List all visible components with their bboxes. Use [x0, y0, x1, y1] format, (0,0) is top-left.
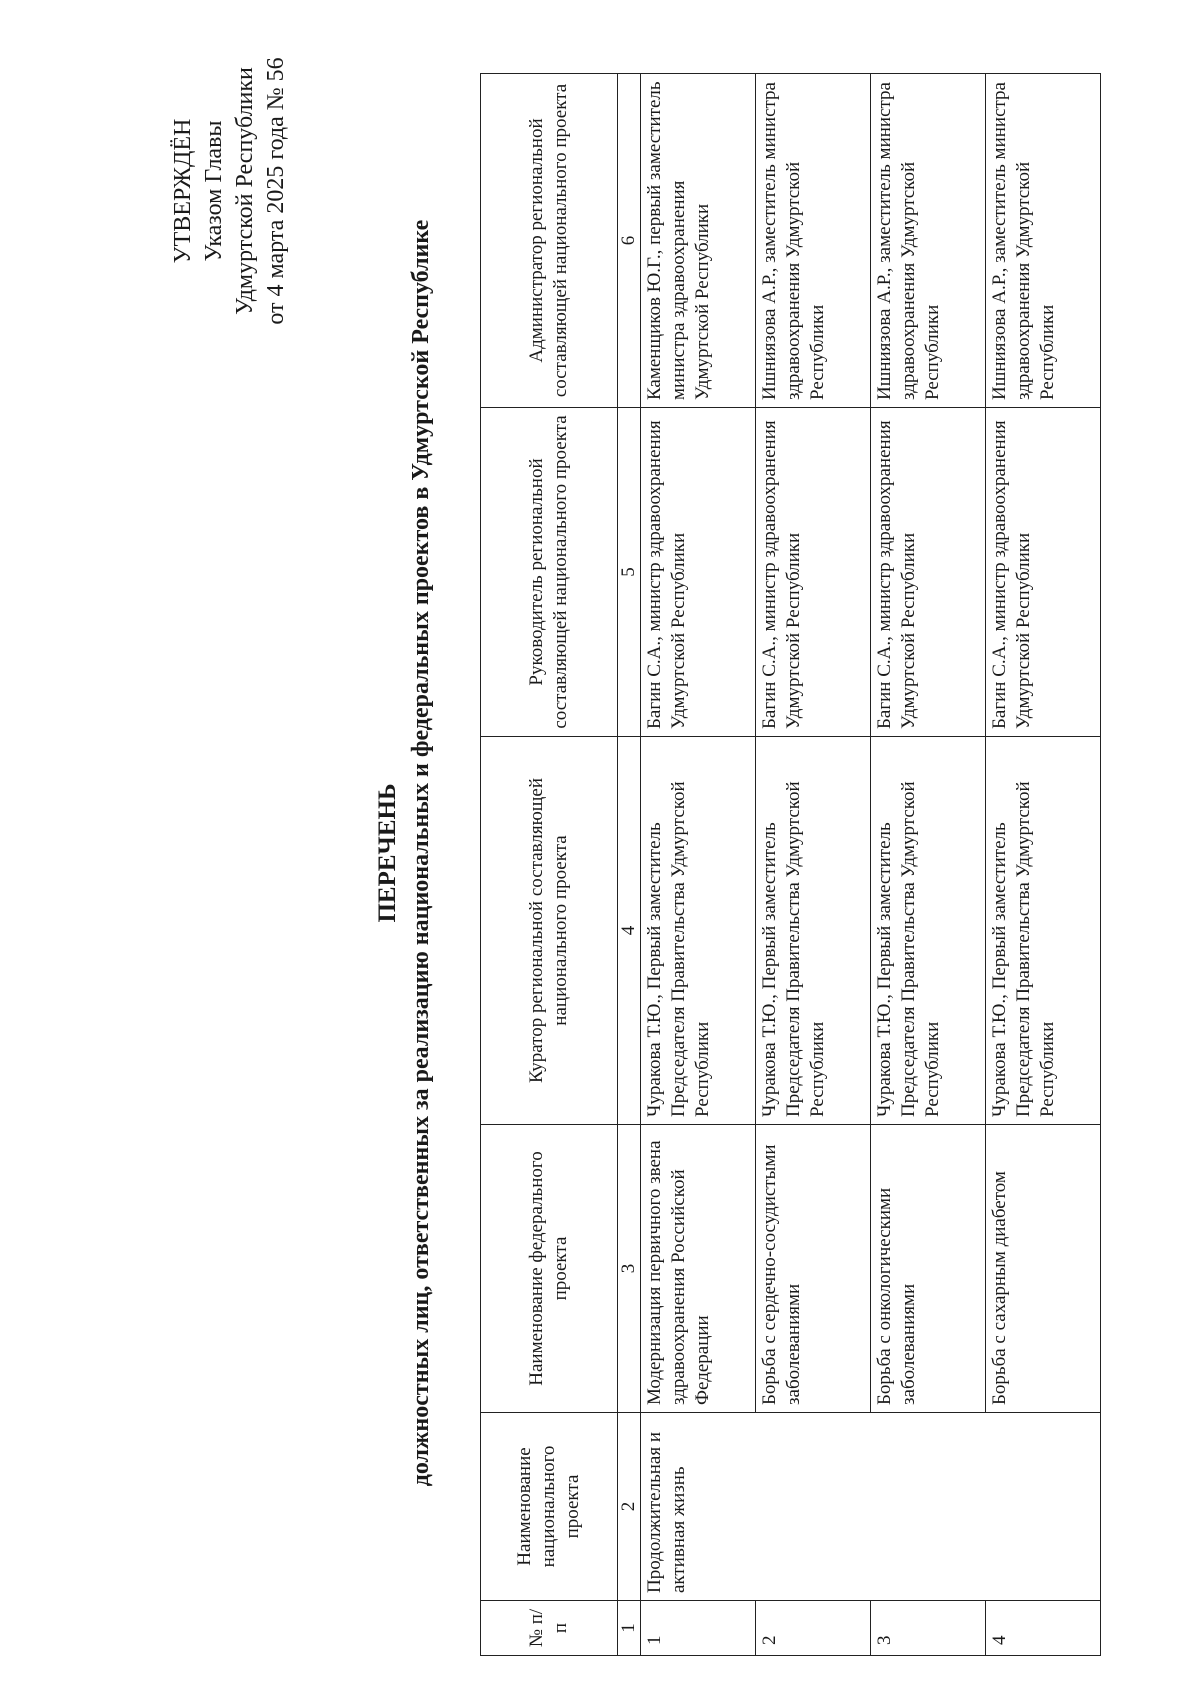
responsible-officials-table	[480, 73, 1101, 1656]
administrator-cell: Ишниязова А.Р., заместитель министра здравоохранения Удмуртской Республики	[871, 74, 986, 408]
table-row	[986, 74, 1101, 1656]
table-row	[641, 74, 756, 1656]
header-national-project: Наименование национального проекта	[481, 1413, 618, 1601]
national-project-cell-continued	[871, 1413, 986, 1601]
title-main: ПЕРЕЧЕНЬ	[374, 783, 401, 923]
administrator-cell: Каменщиков Ю.Г., первый заместитель министра здравоохранения Удмуртской Республики	[641, 74, 756, 408]
head-cell: Багин С.А., министр здравоохранения Удмуртской Республики	[641, 408, 756, 737]
table-header-row	[481, 74, 618, 1656]
curator-cell: Чуракова Т.Ю., Первый заместитель Председателя Правительства Удмуртской Республики	[986, 737, 1101, 1125]
national-project-cell-continued	[986, 1413, 1101, 1601]
federal-project-cell: Борьба с сахарным диабетом	[986, 1125, 1101, 1413]
column-number: 5	[618, 408, 641, 737]
federal-project-cell: Борьба с сердечно-сосудистыми заболеваниями	[756, 1125, 871, 1413]
approval-line-4: от 4 марта 2025 года № 56	[263, 57, 289, 325]
head-cell: Багин С.А., министр здравоохранения Удмуртской Республики	[756, 408, 871, 737]
column-number: 6	[618, 74, 641, 408]
approval-stamp	[168, 11, 292, 371]
column-number-row	[618, 74, 641, 1656]
national-project-cell: Продолжительная и активная жизнь	[641, 1413, 756, 1601]
header-federal-project: Наименование федерального проекта	[481, 1125, 618, 1413]
head-cell: Багин С.А., министр здравоохранения Удмуртской Республики	[871, 408, 986, 737]
head-cell: Багин С.А., министр здравоохранения Удмуртской Республики	[986, 408, 1101, 737]
administrator-cell: Ишниязова А.Р., заместитель министра здравоохранения Удмуртской Республики	[756, 74, 871, 408]
document-title	[372, 60, 437, 1646]
column-number: 3	[618, 1125, 641, 1413]
table-row	[871, 74, 986, 1656]
column-number: 1	[618, 1601, 641, 1656]
national-project-cell-continued	[756, 1413, 871, 1601]
approval-line-3: Удмуртской Республики	[232, 67, 258, 315]
federal-project-cell: Модернизация первичного звена здравоохранения Российской Федерации	[641, 1125, 756, 1413]
approval-line-1: УТВЕРЖДЁН	[170, 118, 196, 264]
approval-line-2: Указом Главы	[201, 120, 227, 262]
row-number: 4	[986, 1601, 1101, 1656]
curator-cell: Чуракова Т.Ю., Первый заместитель Председателя Правительства Удмуртской Республики	[641, 737, 756, 1125]
federal-project-cell: Борьба с онкологическими заболеваниями	[871, 1125, 986, 1413]
curator-cell: Чуракова Т.Ю., Первый заместитель Председателя Правительства Удмуртской Республики	[756, 737, 871, 1125]
row-number: 3	[871, 1601, 986, 1656]
curator-cell: Чуракова Т.Ю., Первый заместитель Председателя Правительства Удмуртской Республики	[871, 737, 986, 1125]
header-curator: Куратор региональной составляющей национального проекта	[481, 737, 618, 1125]
header-head: Руководитель региональной составляющей национального проекта	[481, 408, 618, 737]
header-number: № п/п	[481, 1601, 618, 1656]
table-row	[756, 74, 871, 1656]
title-subtitle: должностных лиц, ответственных за реализацию национальных и федеральных проектов в Удмуртской Республике	[408, 219, 434, 1487]
column-number: 4	[618, 737, 641, 1125]
administrator-cell: Ишниязова А.Р., заместитель министра здравоохранения Удмуртской Республики	[986, 74, 1101, 408]
row-number: 1	[641, 1601, 756, 1656]
row-number: 2	[756, 1601, 871, 1656]
column-number: 2	[618, 1413, 641, 1601]
header-administrator: Администратор региональной составляющей национального проекта	[481, 74, 618, 408]
